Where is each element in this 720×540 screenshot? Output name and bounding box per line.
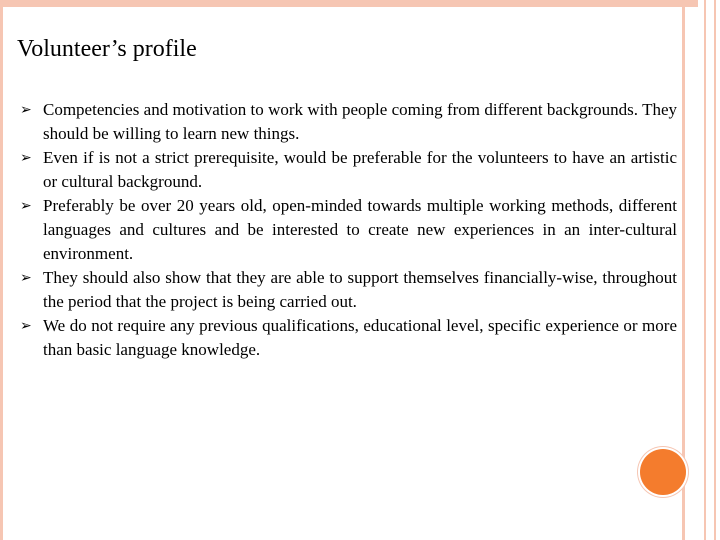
bullet-text: Preferably be over 20 years old, open-minded towards multiple working methods, different languages and cultures and be interested to create new experiences in an inter-cultural environment. [43, 196, 677, 263]
bullet-list [20, 98, 677, 362]
bullet-text: Competencies and motivation to work with people coming from different backgrounds. They should be willing to learn new things. [43, 100, 677, 143]
arrow-bullet-icon: ➢ [20, 270, 32, 286]
decorative-frame-right-line [714, 0, 716, 540]
decorative-frame-right-line [704, 0, 706, 540]
decorative-frame-left [0, 0, 3, 540]
arrow-bullet-icon: ➢ [20, 198, 32, 214]
bullet-item [20, 314, 677, 362]
slide-title: Volunteer’s profile [17, 36, 197, 62]
decorative-circle [640, 449, 686, 495]
bullet-item [20, 146, 677, 194]
bullet-text: We do not require any previous qualifications, educational level, specific experience or more than basic language knowledge. [43, 316, 677, 359]
arrow-bullet-icon: ➢ [20, 102, 32, 118]
arrow-bullet-icon: ➢ [20, 318, 32, 334]
bullet-text: Even if is not a strict prerequisite, would be preferable for the volunteers to have an artistic or cultural background. [43, 148, 677, 191]
arrow-bullet-icon: ➢ [20, 150, 32, 166]
bullet-text: They should also show that they are able to support themselves financially-wise, throughout the period that the project is being carried out. [43, 268, 677, 311]
decorative-frame-top [0, 0, 698, 7]
bullet-item [20, 98, 677, 146]
bullet-item [20, 194, 677, 266]
bullet-item [20, 266, 677, 314]
